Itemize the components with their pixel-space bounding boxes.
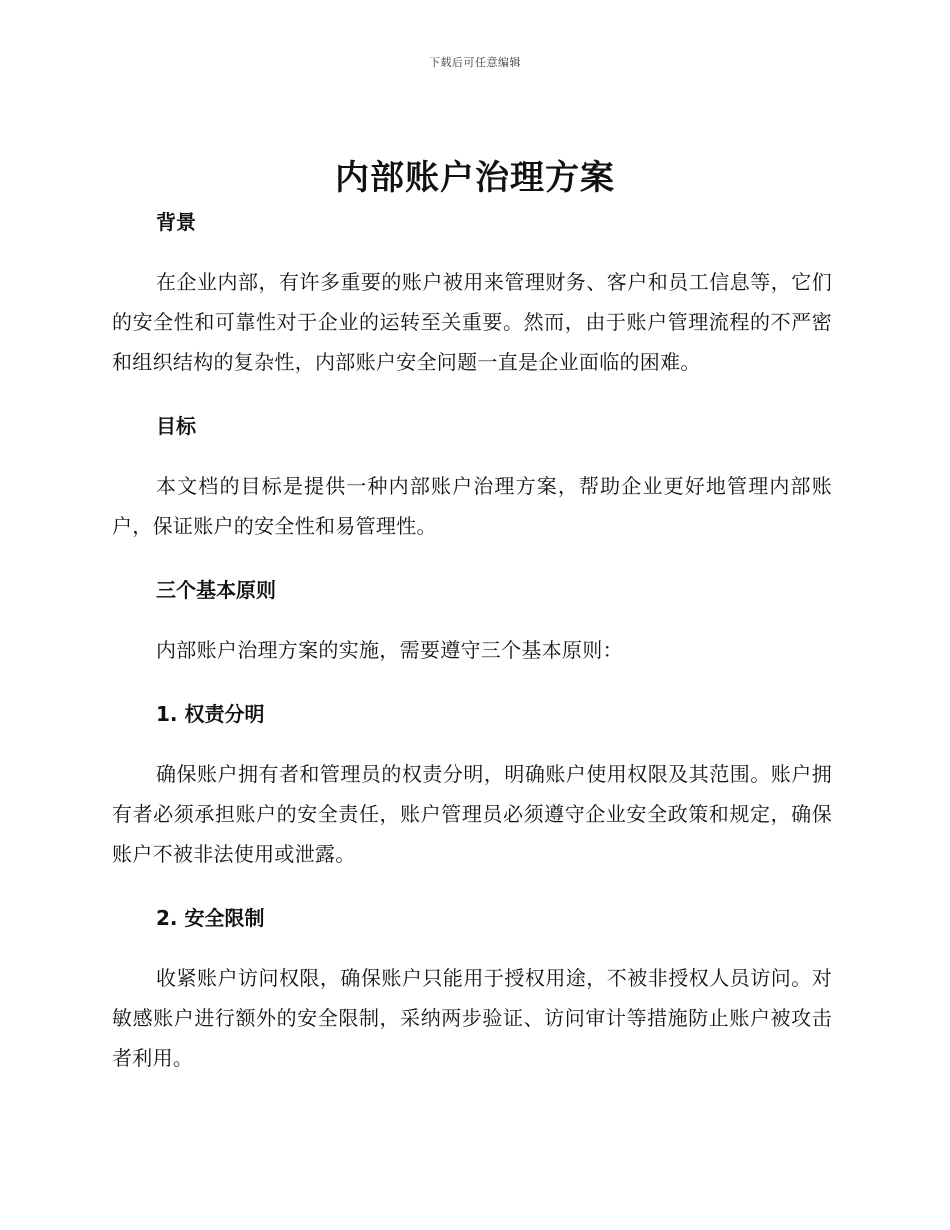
document-title: 内部账户治理方案 [335,158,615,198]
section-heading-security-limits: 2. 安全限制 [156,906,265,930]
section-heading-accountability: 1. 权责分明 [156,702,265,726]
section-heading-background: 背景 [156,210,196,234]
section-paragraph-accountability: 确保账户拥有者和管理员的权责分明，明确账户使用权限及其范围。账户拥有者必须承担账户的安全责任，账户管理员必须遵守企业安全政策和规定，确保账户不被非法使用或泄露。 [112,762,832,866]
document-body [112,206,832,1078]
section-paragraph-goal: 本文档的目标是提供一种内部账户治理方案，帮助企业更好地管理内部账户，保证账户的安全性和易管理性。 [112,474,832,538]
section-heading-goal: 目标 [156,414,196,438]
section-heading-principles: 三个基本原则 [156,578,276,602]
section-paragraph-security-limits: 收紧账户访问权限，确保账户只能用于授权用途，不被非授权人员访问。对敏感账户进行额外的安全限制，采纳两步验证、访问审计等措施防止账户被攻击者利用。 [112,966,832,1070]
section-paragraph-background: 在企业内部，有许多重要的账户被用来管理财务、客户和员工信息等，它们的安全性和可靠性对于企业的运转至关重要。然而，由于账户管理流程的不严密和组织结构的复杂性，内部账户安全问题一直是企业面临的困难。 [112,270,832,374]
header-note: 下载后可任意编辑 [429,56,521,69]
section-paragraph-principles: 内部账户治理方案的实施，需要遵守三个基本原则： [156,638,623,662]
